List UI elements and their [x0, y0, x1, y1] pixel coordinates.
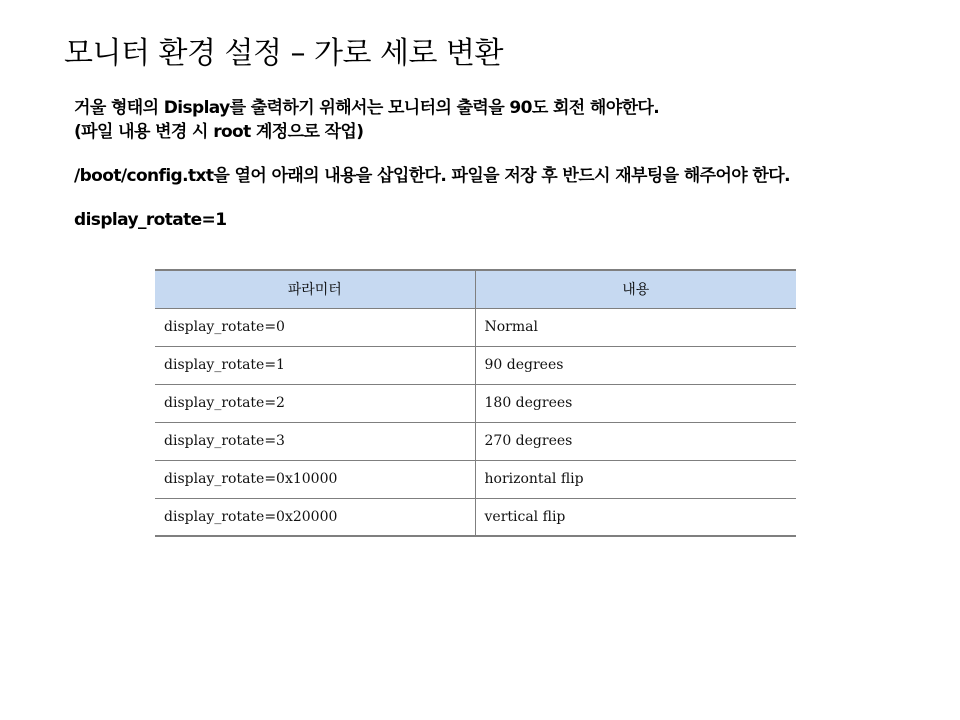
description-cell: 180 degrees [475, 384, 796, 422]
header-parameter: 파라미터 [155, 270, 475, 308]
table-row [155, 384, 796, 422]
description-cell: vertical flip [475, 498, 796, 536]
parameter-cell: display_rotate=1 [155, 346, 475, 384]
table-header-row [155, 270, 796, 308]
description-cell: 90 degrees [475, 346, 796, 384]
description-cell: Normal [475, 308, 796, 346]
table-row [155, 422, 796, 460]
parameter-cell: display_rotate=2 [155, 384, 475, 422]
table-row [155, 346, 796, 384]
parameter-cell: display_rotate=0x10000 [155, 460, 475, 498]
rotate-parameter-table [155, 269, 796, 537]
instruction-line-config-file: /boot/config.txt을 열어 아래의 내용을 삽입한다. 파일을 저장 후 반드시 재부팅을 해주어야 한다. [74, 166, 790, 186]
parameter-cell: display_rotate=0 [155, 308, 475, 346]
header-description: 내용 [475, 270, 796, 308]
table-row [155, 498, 796, 536]
instruction-line-root-note: (파일 내용 변경 시 root 계정으로 작업) [74, 122, 364, 142]
parameter-cell: display_rotate=3 [155, 422, 475, 460]
instruction-line-rotate: 거울 형태의 Display를 출력하기 위해서는 모니터의 출력을 90도 회전 해야한다. [74, 98, 660, 118]
slide-title: 모니터 환경 설정 – 가로 세로 변환 [64, 36, 503, 71]
parameter-cell: display_rotate=0x20000 [155, 498, 475, 536]
description-cell: 270 degrees [475, 422, 796, 460]
table-row [155, 308, 796, 346]
table-row [155, 460, 796, 498]
description-cell: horizontal flip [475, 460, 796, 498]
config-setting-line: display_rotate=1 [74, 210, 227, 230]
